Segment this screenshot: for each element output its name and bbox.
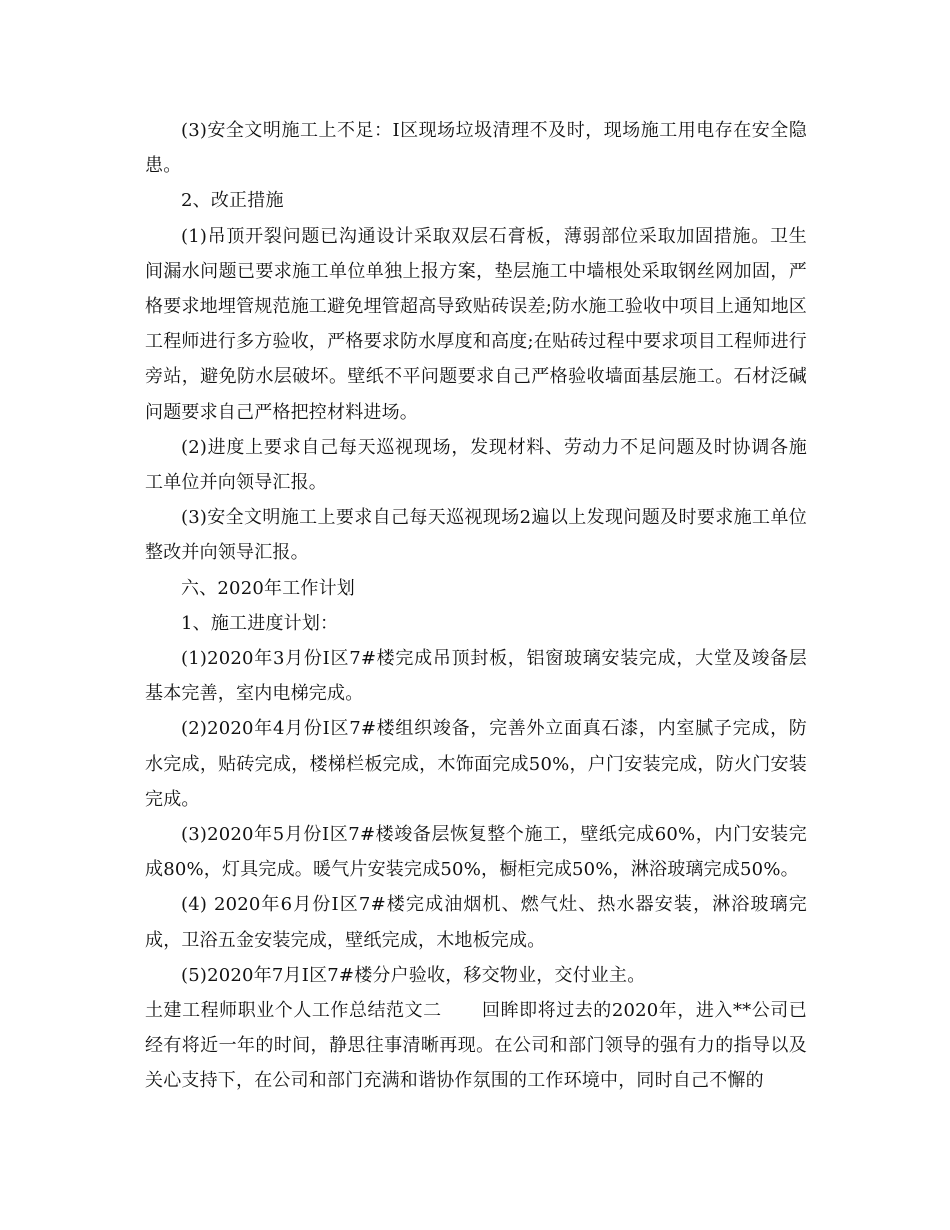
paragraph-progress-measures: (2)进度上要求自己每天巡视现场，发现材料、劳动力不足问题及时协调各施工单位并向领导汇报。 [145, 436, 807, 494]
document-body [145, 113, 807, 1099]
heading-construction-schedule: 1、施工进度计划： [181, 612, 339, 634]
paragraph-safety-measures: (3)安全文明施工上要求自己每天巡视现场2遍以上发现问题及时要求施工单位整改并向领导汇报。 [145, 507, 807, 564]
paragraph-plan-june: (4) 2020年6月份I区7#楼完成油烟机、燃气灶、热水器安装，淋浴玻璃完成，卫浴五金安装完成，壁纸完成，木地板完成。 [145, 894, 807, 951]
heading-work-plan-2020: 六、2020年工作计划 [181, 577, 356, 599]
heading-corrective-measures: 2、改正措施 [181, 190, 284, 212]
paragraph-plan-march: (1)2020年3月份I区7#楼完成吊顶封板，铝窗玻璃安装完成，大堂及竣备层基本完善，室内电梯完成。 [145, 648, 807, 705]
paragraph-quality-measures: (1)吊顶开裂问题已沟通设计采取双层石膏板，薄弱部位采取加固措施。卫生间漏水问题已要求施工单位单独上报方案，垫层施工中墙根处采取钢丝网加固，严格要求地埋管规范施工避免埋管超高导致贴砖误差;防水施工验收中项目上通知地区工程师进行多方验收，严格要求防水厚度和高度;在贴砖过程中要求项目工程师进行旁站，避免防水层破坏。壁纸不平问题要求自己严格验收墙面基层施工。石材泛碱问题要求自己严格把控材料进场。 [145, 225, 807, 423]
summary-title: 土建工程师职业个人工作总结范文二 [145, 1000, 442, 1022]
paragraph-summary-two [145, 993, 807, 1099]
paragraph-safety-deficiency: (3)安全文明施工上不足：I区现场垃圾清理不及时，现场施工用电存在安全隐患。 [145, 120, 807, 177]
paragraph-plan-july: (5)2020年7月I区7#楼分户验收，移交物业，交付业主。 [181, 964, 646, 986]
paragraph-plan-may: (3)2020年5月份I区7#楼竣备层恢复整个施工，壁纸完成60%，内门安装完成80%，灯具完成。暖气片安装完成50%，橱柜完成50%，淋浴玻璃完成50%。 [145, 824, 807, 881]
summary-body: 回眸即将过去的2020年，进入**公司已经有将近一年的时间，静思往事清晰再现。在公司和部门领导的强有力的指导以及关心支持下，在公司和部门充满和谐协作氛围的工作环境中，同时自己不懈的 [145, 1000, 808, 1092]
paragraph-plan-april: (2)2020年4月份I区7#楼组织竣备，完善外立面真石漆，内室腻子完成，防水完成，贴砖完成，楼梯栏板完成，木饰面完成50%，户门安装完成，防火门安装完成。 [145, 718, 807, 810]
